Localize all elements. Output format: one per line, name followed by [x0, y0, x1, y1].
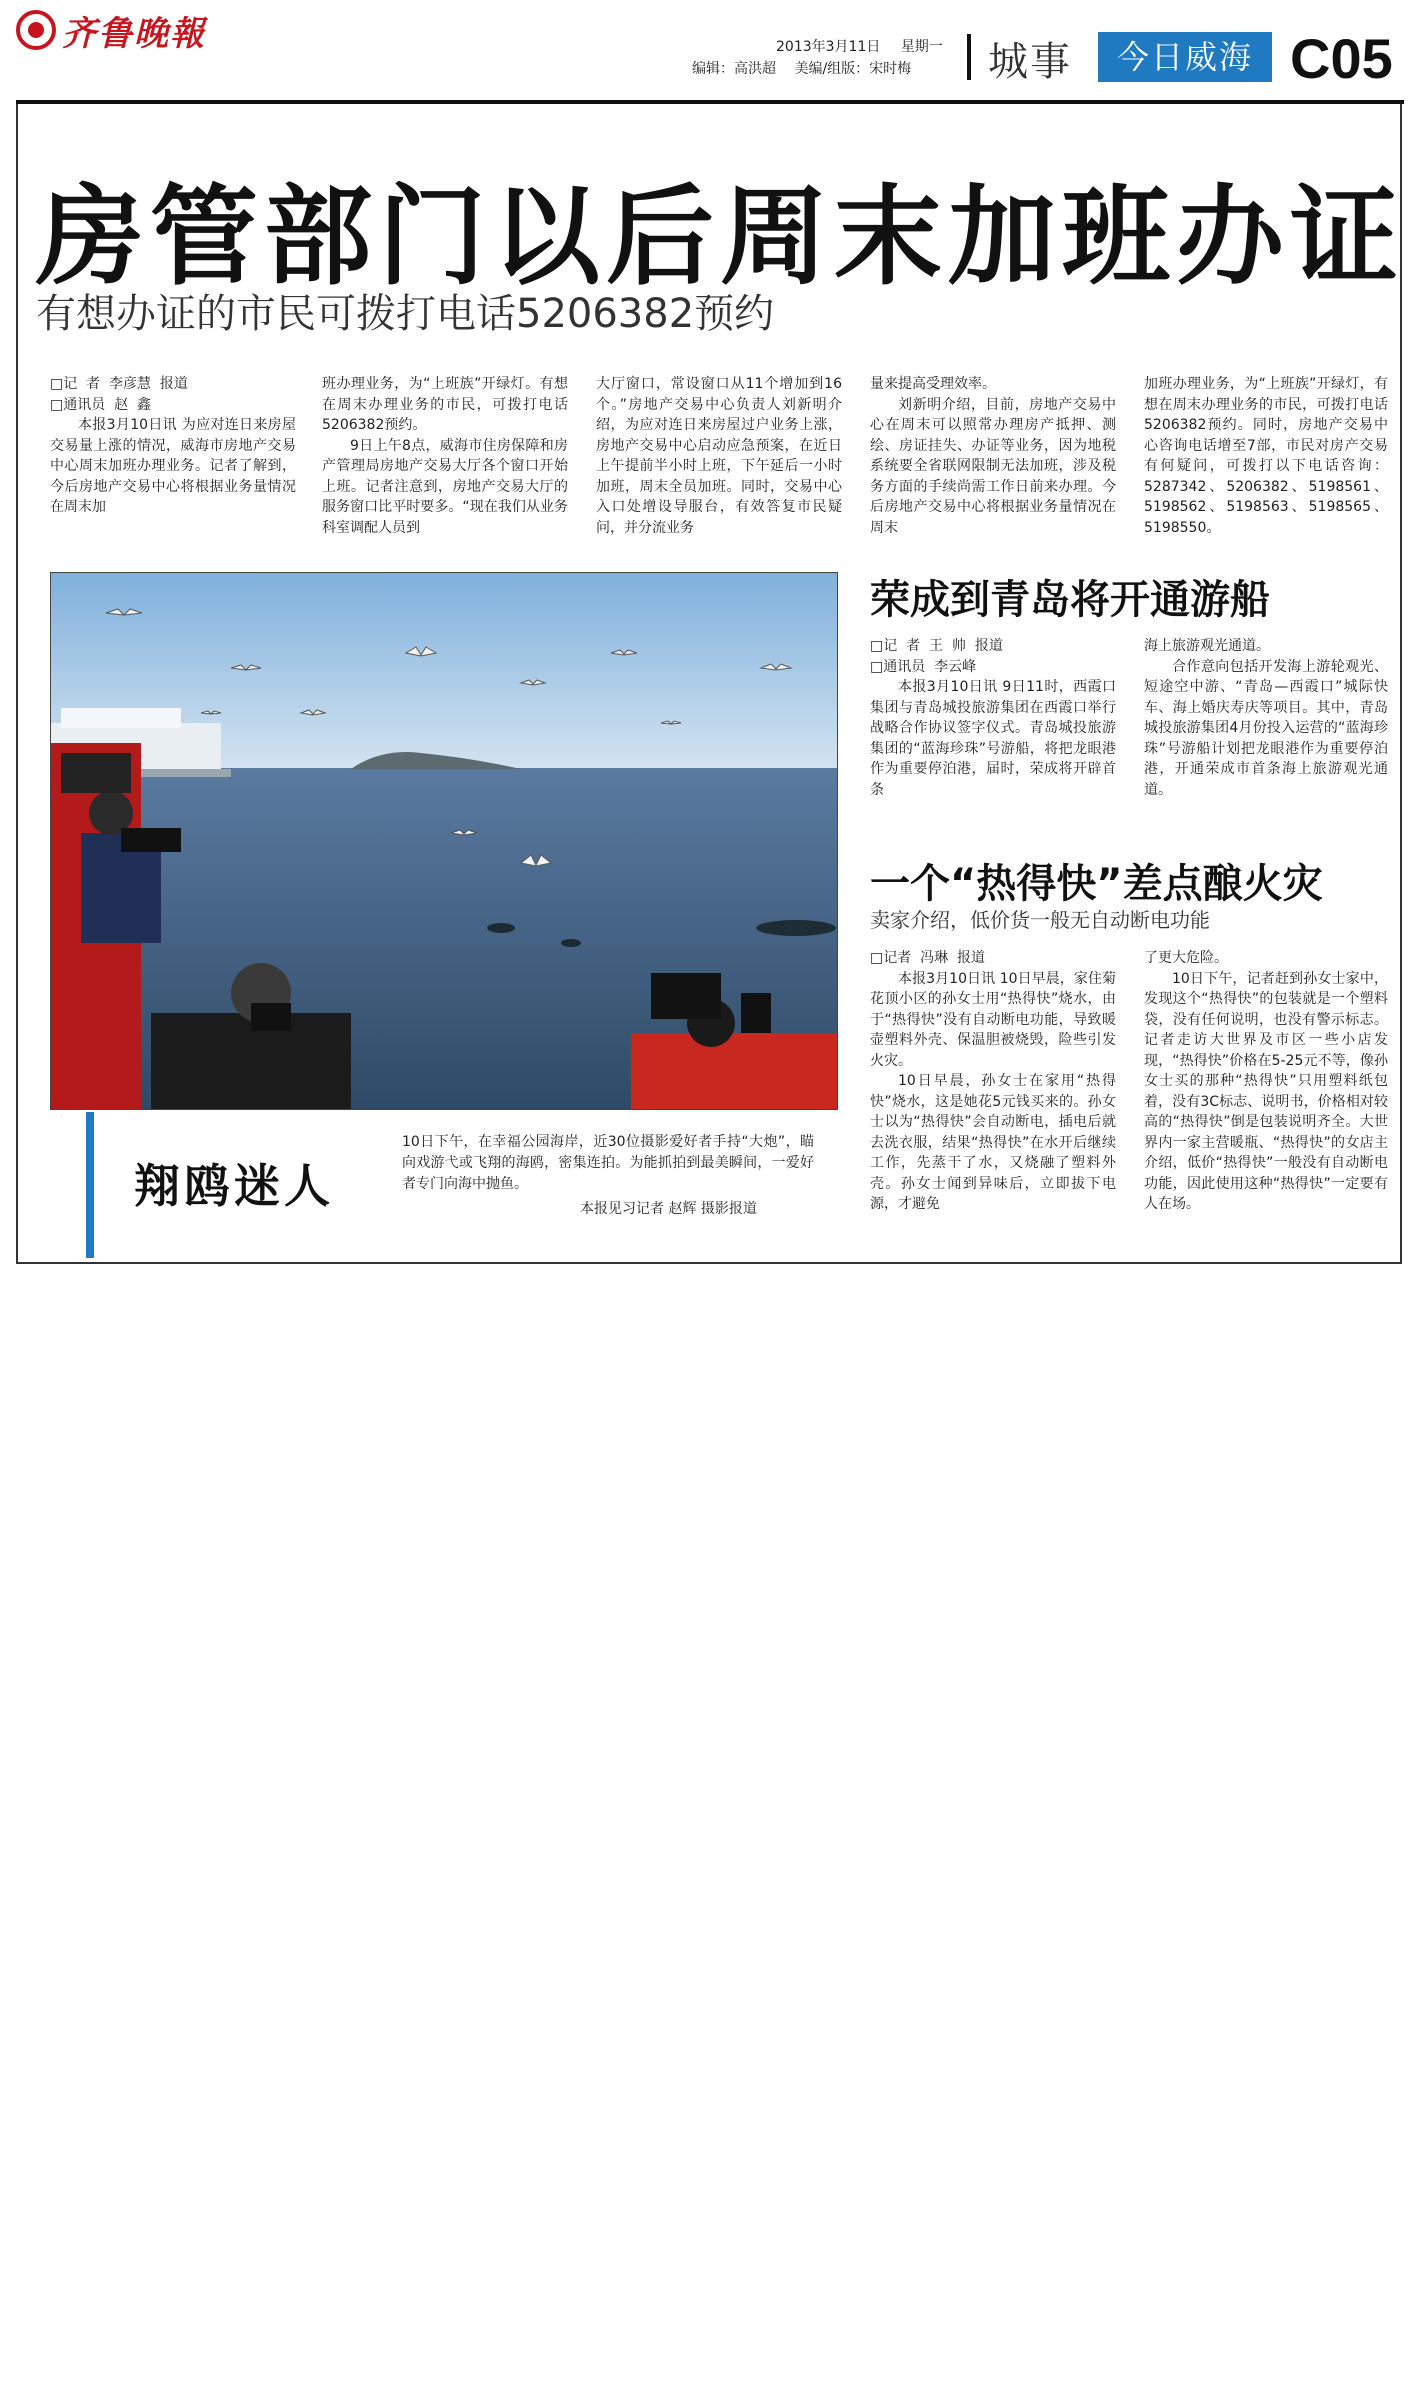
page-number: C05	[1290, 27, 1393, 90]
story2-paragraph: 合作意向包括开发海上游轮观光、短途空中游、“青岛—西霞口”城际快车、海上婚庆寿庆等项目。其中，青岛城投旅游集团4月份投入运营的“蓝海珍珠”号游船计划把龙眼港作为重要停泊港，开通荣成市首条海上旅游观光通道。	[1144, 658, 1388, 798]
story2-headline: 荣成到青岛将开通游船	[870, 577, 1270, 623]
logo-text: 齐鲁晚報	[62, 13, 206, 54]
masthead-divider	[967, 34, 971, 80]
section-tag: 今日威海	[1098, 32, 1272, 82]
story3-headline: 一个“热得快”差点酿火灾	[870, 861, 1323, 907]
photo-caption-text: 10日下午，在幸福公园海岸，近30位摄影爱好者手持“大炮”，瞄向戏游弋或飞翔的海鸥，密集连拍。为能抓拍到最美瞬间，一爱好者专门向海中抛鱼。	[402, 1134, 814, 1192]
main-story-column-4	[870, 374, 1116, 544]
story2-byline-correspondent: □通讯员 李云峰	[870, 658, 977, 675]
story3-paragraph: 了更大危险。	[1144, 950, 1228, 966]
main-paragraph: 刘新明介绍，目前，房地产交易中心在周末可以照常办理房产抵押、测绘、房证挂失、办证等业务，因为地税系统要全省联网限制无法加班，涉及税务方面的手续尚需工作日前来办理。今后房地产交易中心将根据业务量情况在周末	[870, 396, 1116, 536]
main-byline-correspondent: □通讯员 赵 鑫	[50, 396, 152, 413]
issue-weekday: 星期一	[900, 39, 943, 55]
story2-column-1	[870, 636, 1116, 832]
story3-subhead: 卖家介绍，低价货一般无自动断电功能	[870, 908, 1210, 932]
story3-paragraph: 10日下午，记者赶到孙女士家中，发现这个“热得快”的包装就是一个塑料袋，没有任何说明，也没有警示标志。记者走访大世界及市区一些小店发现，“热得快”价格在5-25元不等，像孙女士买的那种“热得快”只用塑料纸包着，没有3C标志、说明书，价格相对较高的“热得快”倒是包装说明齐全。大世界内一家主营暖瓶、“热得快”的女店主介绍，低价“热得快”一般没有自动断电功能，因此使用这种“热得快”一定要有人在场。	[1144, 970, 1388, 1212]
logo-icon	[16, 10, 56, 50]
issue-date: 2013年3月11日	[776, 39, 881, 55]
photo-credit: 本报见习记者 赵辉 摄影报道	[580, 1201, 757, 1217]
main-subhead: 有想办证的市民可拨打电话5206382预约	[36, 291, 775, 337]
main-byline-reporter: □记 者 李彦慧 报道	[50, 376, 188, 392]
photo-caption-title: 翔鸥迷人	[134, 1159, 334, 1213]
story2-byline-reporter: □记 者 王 帅 报道	[870, 638, 1003, 654]
main-paragraph: 本报3月10日讯 为应对连日来房屋交易量上涨的情况，威海市房地产交易中心周末加班办理业务。记者了解到，今后房地产交易中心将根据业务量情况在周末加	[50, 417, 296, 515]
story2-paragraph: 本报3月10日讯 9日11时，西霞口集团与青岛城投旅游集团在西霞口举行战略合作协议签字仪式。青岛城投旅游集团的“蓝海珍珠”号游船，将把龙眼港作为重要停泊港，届时，荣成将开辟首条	[870, 679, 1116, 798]
section-name: 城事	[988, 39, 1072, 85]
story2-column-2	[1144, 636, 1388, 832]
caption-accent-bar	[86, 1112, 94, 1258]
main-paragraph: 大厅窗口，常设窗口从11个增加到16个。”房地产交易中心负责人刘新明介绍，为应对连日来房屋过户业务上涨，房地产交易中心启动应急预案，在近日上午提前半小时上班，下午延后一小时加班，周末全员加班。同时，交易中心入口处增设导服台，有效答复市民疑问，并分流业务	[596, 376, 842, 536]
story3-paragraph: 本报3月10日讯 10日早晨，家住菊花顶小区的孙女士用“热得快”烧水，由于“热得快”没有自动断电功能，导致暖壶塑料外壳、保温胆被烧毁，险些引发火灾。	[870, 970, 1116, 1069]
main-paragraph: 加班办理业务，为“上班族”开绿灯，有想在周末办理业务的市民，可拨打电话5206382预约。同时，房地产交易中心咨询电话增至7部，市民对房产交易有何疑问，可拨打以下电话咨询：5287342、5206382、5198561、5198562、5198563、5198565、5198550。	[1144, 376, 1388, 536]
editor-line	[692, 58, 925, 78]
issue-date-line	[776, 36, 959, 56]
main-story-column-1	[50, 374, 296, 544]
seagulls-photo	[51, 573, 838, 1110]
story3-paragraph: 10日早晨，孙女士在家用“热得快”烧水，这是她花5元钱买来的。孙女士以为“热得快”会自动断电，插电后就去洗衣服，结果“热得快”在水开后继续工作，先蒸干了水，又烧融了塑料外壳。孙女士闻到异味后，立即拔下电源，才避免	[870, 1073, 1116, 1212]
main-paragraph: 量来提高受理效率。	[870, 376, 996, 392]
newspaper-logo	[16, 8, 206, 52]
story2-paragraph: 海上旅游观光通道。	[1144, 638, 1270, 654]
editor-name: 编辑：高洪超	[692, 61, 776, 77]
main-story-column-3	[596, 374, 842, 544]
news-photo	[50, 572, 838, 1110]
story3-byline-reporter: □记者 冯琳 报道	[870, 950, 986, 966]
story3-column-1	[870, 948, 1116, 1248]
story3-column-2	[1144, 948, 1388, 1248]
designer-name: 美编/组版：宋时梅	[794, 61, 912, 77]
main-paragraph: 班办理业务，为“上班族”开绿灯。有想在周末办理业务的市民，可拨打电话5206382预约。	[322, 376, 568, 433]
main-story-column-2	[322, 374, 568, 544]
main-paragraph: 9日上午8点，威海市住房保障和房产管理局房地产交易大厅各个窗口开始上班。记者注意到，房地产交易大厅的服务窗口比平时要多。“现在我们从业务科室调配人员到	[322, 437, 568, 536]
main-story-column-5	[1144, 374, 1388, 544]
main-headline: 房管部门以后周末加班办证	[36, 175, 1405, 300]
masthead	[0, 0, 1417, 100]
